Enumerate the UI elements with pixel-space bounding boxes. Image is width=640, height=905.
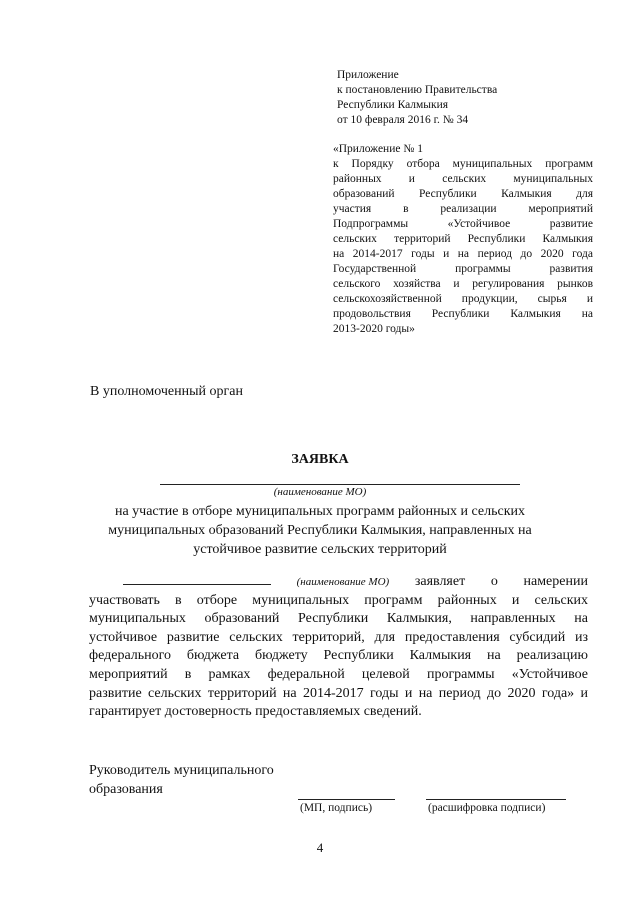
appendix1-line: к Порядку отбора муниципальных программ	[333, 158, 593, 170]
signature-decode-blank	[426, 799, 566, 800]
signature-blank	[298, 799, 395, 800]
appendix1-line: на 2014-2017 годы и на период до 2020 года	[333, 248, 593, 260]
subtitle-line: на участие в отборе муниципальных программ районных и сельских	[114, 504, 526, 519]
body-line: устойчивое развитие сельских территорий, для предоставления субсидий из	[89, 629, 588, 645]
page-number: 4	[316, 840, 324, 855]
subtitle-line: муниципальных образований Республики Калмыкия, направленных на	[108, 523, 532, 538]
appendix1-line: Государственной программы развития	[333, 263, 593, 275]
appendix1-line: образований Республики Калмыкия для	[333, 188, 593, 200]
mo-inline-caption: (наименование МО)	[296, 576, 390, 588]
body-line: муниципальных образований Республики Калмыкия, направленных на	[89, 611, 588, 627]
body-line: участвовать в отборе муниципальных программ районных и сельских	[89, 592, 588, 608]
appendix1-line: районных и сельских муниципальных	[333, 173, 593, 185]
appendix1-line: сельскохозяйственной продукции, сырья и	[333, 293, 593, 305]
appendix-header	[337, 68, 497, 128]
appendix1-line: «Приложение № 1	[333, 143, 423, 155]
signature-label-line: Руководитель муниципального	[89, 763, 274, 778]
body-first-line	[89, 572, 588, 592]
subtitle-line: устойчивое развитие сельских территорий	[193, 542, 447, 557]
appendix-line: Республики Калмыкия	[337, 99, 449, 111]
mo-name-caption: (наименование МО)	[273, 486, 367, 498]
body-line: мероприятий в рамках федеральной целевой программы «Устойчивое	[89, 666, 588, 682]
appendix1-line: участия в реализации мероприятий	[333, 203, 593, 215]
appendix1-line: сельских территорий Республики Калмыкия	[333, 233, 593, 245]
appendix1-block	[333, 142, 593, 337]
body-word: о	[490, 574, 498, 589]
signature-label	[89, 762, 274, 799]
addressee: В уполномоченный орган	[90, 384, 243, 399]
appendix1-line: продовольствия Республики Калмыкия на	[333, 308, 593, 320]
mo-name-blank	[160, 484, 520, 485]
appendix1-line: 2013-2020 годы»	[333, 323, 415, 335]
document-subtitle	[80, 502, 560, 559]
signature-decode-caption: (расшифровка подписи)	[428, 802, 546, 814]
appendix-line: Приложение	[337, 69, 399, 81]
stamp-signature-caption: (МП, подпись)	[300, 802, 373, 814]
body-paragraph	[89, 572, 588, 722]
body-word: намерении	[523, 574, 588, 589]
appendix-line: к постановлению Правительства	[337, 84, 498, 96]
body-word: заявляет	[414, 574, 466, 589]
document-title: ЗАЯВКА	[291, 452, 349, 467]
appendix1-line: сельского хозяйства и регулирования рынков	[333, 278, 593, 290]
body-line: гарантирует достоверность предоставляемых сведений.	[89, 704, 422, 720]
signature-label-line: образования	[89, 781, 163, 797]
body-line: федерального бюджета бюджету Республики Калмыкия на реализацию	[89, 648, 588, 664]
appendix-line: от 10 февраля 2016 г. № 34	[337, 114, 469, 126]
appendix1-line: Подпрограммы «Устойчивое развитие	[333, 218, 593, 230]
mo-inline-blank	[123, 572, 271, 585]
body-line: развитие сельских территорий на 2014-2017 годы и на период до 2020 года» и	[89, 685, 588, 701]
